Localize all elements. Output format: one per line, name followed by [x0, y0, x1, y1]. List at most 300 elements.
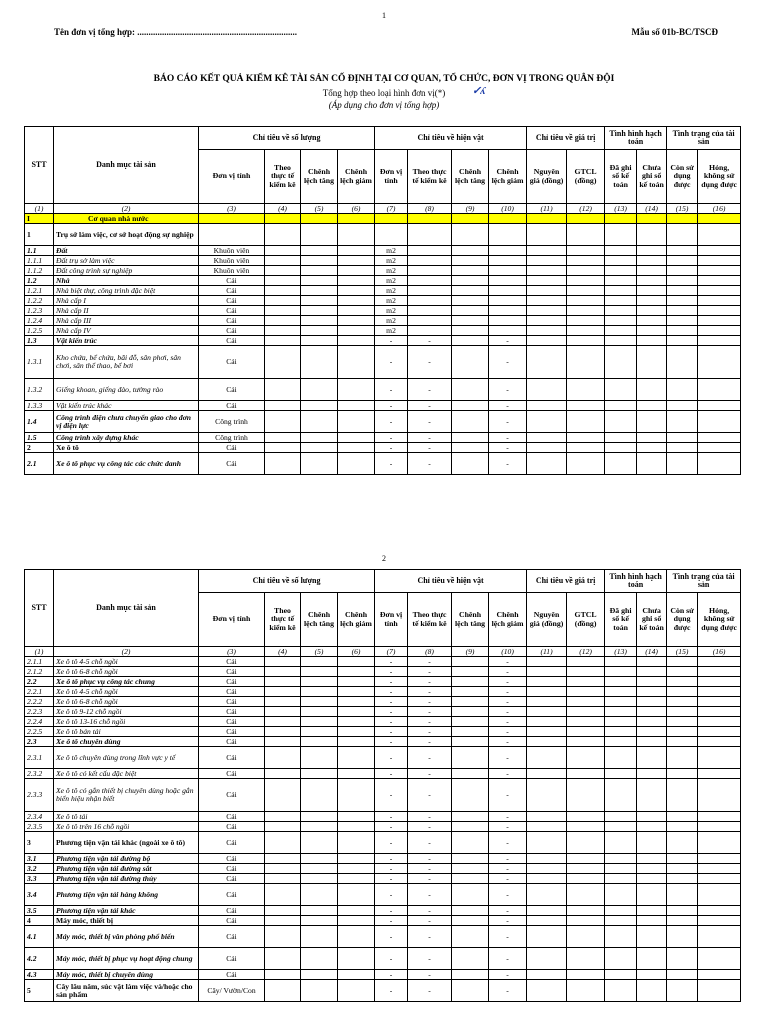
row-empty-cell — [338, 822, 375, 832]
row-empty-cell — [527, 926, 567, 948]
row-empty-cell — [265, 401, 301, 411]
row-asset-name: Xe ô tô — [54, 443, 199, 453]
row-stt: 3.3 — [25, 874, 54, 884]
row-unit: Cái — [199, 379, 265, 401]
row-empty-cell — [667, 948, 698, 970]
row-asset-name: Máy móc, thiết bị — [54, 916, 199, 926]
row-empty-cell — [265, 970, 301, 980]
row-empty-cell — [301, 326, 338, 336]
row-unit — [199, 214, 265, 224]
row-physical-unit: - — [375, 926, 408, 948]
row-empty-cell — [301, 266, 338, 276]
row-empty-cell — [667, 246, 698, 256]
report-note: (Áp dụng cho đơn vị tổng hợp) — [328, 100, 440, 110]
row-physical-unit: - — [375, 717, 408, 727]
row-physical-count — [408, 306, 452, 316]
row-empty-cell — [527, 411, 567, 433]
col-number: (12) — [567, 647, 605, 657]
row-asset-name: Xe ô tô tải — [54, 812, 199, 822]
row-unit: Cái — [199, 769, 265, 779]
row-empty-cell — [637, 697, 667, 707]
row-physical-diff-down: - — [489, 926, 527, 948]
row-physical-diff-down: - — [489, 687, 527, 697]
row-empty-cell — [338, 214, 375, 224]
row-empty-cell — [452, 906, 489, 916]
row-empty-cell — [605, 697, 637, 707]
row-asset-name: Đất trụ sở làm việc — [54, 256, 199, 266]
row-empty-cell — [527, 336, 567, 346]
row-empty-cell — [698, 832, 741, 854]
row-empty-cell — [527, 747, 567, 769]
row-empty-cell — [265, 687, 301, 697]
row-physical-count: - — [408, 779, 452, 812]
row-asset-name: Kho chứa, bể chứa, bãi đỗ, sân phơi, sân chơi, sân thể thao, bể bơi — [54, 346, 199, 379]
row-empty-cell — [301, 864, 338, 874]
row-stt: 1 — [25, 224, 54, 246]
row-empty-cell — [605, 276, 637, 286]
col-number: (1) — [25, 204, 54, 214]
row-empty-cell — [265, 812, 301, 822]
table-row — [25, 453, 741, 475]
report-title: BÁO CÁO KẾT QUẢ KIỂM KÊ TÀI SẢN CỐ ĐỊNH TẠI CƠ QUAN, TỔ CHỨC, ĐƠN VỊ TRONG QUÂN ĐỘI — [153, 74, 615, 84]
row-empty-cell — [338, 677, 375, 687]
row-stt: 2.2.3 — [25, 707, 54, 717]
row-physical-unit: m2 — [375, 326, 408, 336]
row-empty-cell — [605, 379, 637, 401]
row-empty-cell — [452, 286, 489, 296]
row-empty-cell — [605, 874, 637, 884]
row-empty-cell — [527, 286, 567, 296]
row-unit: Cái — [199, 346, 265, 379]
row-stt: 1.2.2 — [25, 296, 54, 306]
table-row — [25, 737, 741, 747]
row-empty-cell — [265, 948, 301, 970]
row-empty-cell — [338, 687, 375, 697]
col-number: (15) — [667, 647, 698, 657]
row-empty-cell — [338, 727, 375, 737]
row-physical-diff-down: - — [489, 677, 527, 687]
row-empty-cell — [452, 276, 489, 286]
row-empty-cell — [265, 707, 301, 717]
row-empty-cell — [338, 401, 375, 411]
row-empty-cell — [265, 747, 301, 769]
row-stt: 1.4 — [25, 411, 54, 433]
row-empty-cell — [338, 336, 375, 346]
row-empty-cell — [698, 411, 741, 433]
row-empty-cell — [605, 854, 637, 864]
row-empty-cell — [667, 296, 698, 306]
row-empty-cell — [605, 411, 637, 433]
row-empty-cell — [301, 316, 338, 326]
row-empty-cell — [667, 433, 698, 443]
row-physical-diff-down: - — [489, 379, 527, 401]
row-physical-diff-down: - — [489, 443, 527, 453]
row-empty-cell — [301, 926, 338, 948]
row-empty-cell — [567, 256, 605, 266]
row-empty-cell — [567, 316, 605, 326]
row-empty-cell — [301, 832, 338, 854]
row-empty-cell — [605, 687, 637, 697]
row-empty-cell — [265, 906, 301, 916]
row-empty-cell — [667, 316, 698, 326]
row-physical-count: - — [408, 970, 452, 980]
row-physical-diff-down — [489, 266, 527, 276]
table-row — [25, 916, 741, 926]
col-header-broken: Hỏng, không sử dụng được — [698, 150, 741, 204]
col-header-usable: Còn sử dụng được — [667, 593, 698, 647]
row-physical-count: - — [408, 379, 452, 401]
row-stt: 2.1.1 — [25, 657, 54, 667]
row-empty-cell — [452, 727, 489, 737]
table-row — [25, 727, 741, 737]
row-empty-cell — [637, 906, 667, 916]
row-empty-cell — [301, 707, 338, 717]
row-empty-cell — [338, 346, 375, 379]
row-unit: Cái — [199, 916, 265, 926]
row-empty-cell — [527, 224, 567, 246]
row-physical-diff-down: - — [489, 727, 527, 737]
row-physical-count: - — [408, 854, 452, 864]
row-empty-cell — [567, 832, 605, 854]
row-empty-cell — [338, 747, 375, 769]
group-header-value: Chỉ tiêu về giá trị — [527, 570, 605, 593]
row-stt: 3.2 — [25, 864, 54, 874]
row-empty-cell — [338, 246, 375, 256]
row-stt: 1.5 — [25, 433, 54, 443]
col-header-diff-up: Chênh lệch tăng — [301, 150, 338, 204]
row-empty-cell — [301, 874, 338, 884]
row-physical-unit: - — [375, 854, 408, 864]
row-empty-cell — [637, 832, 667, 854]
row-empty-cell — [605, 296, 637, 306]
row-empty-cell — [637, 286, 667, 296]
row-physical-count: - — [408, 401, 452, 411]
row-empty-cell — [567, 326, 605, 336]
col-header-unit: Đơn vị tính — [199, 593, 265, 647]
row-physical-count: - — [408, 832, 452, 854]
table-row — [25, 717, 741, 727]
row-physical-unit: - — [375, 657, 408, 667]
row-empty-cell — [567, 433, 605, 443]
row-empty-cell — [338, 970, 375, 980]
row-empty-cell — [567, 948, 605, 970]
row-empty-cell — [452, 677, 489, 687]
row-physical-count — [408, 246, 452, 256]
col-number: (3) — [199, 204, 265, 214]
row-empty-cell — [301, 296, 338, 306]
row-physical-diff-down: - — [489, 769, 527, 779]
col-number: (13) — [605, 204, 637, 214]
row-empty-cell — [452, 316, 489, 326]
row-empty-cell — [667, 812, 698, 822]
row-empty-cell — [452, 433, 489, 443]
row-empty-cell — [338, 832, 375, 854]
row-empty-cell — [698, 697, 741, 707]
row-physical-unit: - — [375, 822, 408, 832]
row-physical-diff-down: - — [489, 697, 527, 707]
row-empty-cell — [301, 657, 338, 667]
row-unit: Khuôn viên — [199, 266, 265, 276]
table-row — [25, 697, 741, 707]
row-empty-cell — [698, 667, 741, 677]
row-physical-count: - — [408, 864, 452, 874]
col-header-recorded: Đã ghi sổ kế toán — [605, 593, 637, 647]
row-empty-cell — [452, 916, 489, 926]
row-physical-diff-down: - — [489, 854, 527, 864]
row-empty-cell — [605, 256, 637, 266]
row-empty-cell — [452, 687, 489, 697]
row-empty-cell — [605, 970, 637, 980]
row-asset-name: Công trình điện chưa chuyển giao cho đơn vị điện lực — [54, 411, 199, 433]
row-empty-cell — [265, 453, 301, 475]
row-empty-cell — [301, 970, 338, 980]
row-physical-unit: - — [375, 433, 408, 443]
table-row — [25, 286, 741, 296]
row-empty-cell — [605, 224, 637, 246]
row-physical-unit: - — [375, 697, 408, 707]
table-row — [25, 326, 741, 336]
row-empty-cell — [667, 906, 698, 916]
row-physical-diff-down: - — [489, 812, 527, 822]
row-empty-cell — [338, 779, 375, 812]
row-empty-cell — [637, 336, 667, 346]
row-unit: Cái — [199, 926, 265, 948]
row-stt: 1.2.3 — [25, 306, 54, 316]
row-empty-cell — [637, 296, 667, 306]
row-empty-cell — [567, 379, 605, 401]
row-empty-cell — [667, 737, 698, 747]
row-empty-cell — [527, 779, 567, 812]
row-unit: Cái — [199, 854, 265, 864]
form-code: Mẫu số 01b-BC/TSCĐ — [631, 27, 718, 37]
row-empty-cell — [265, 346, 301, 379]
row-empty-cell — [567, 306, 605, 316]
row-empty-cell — [605, 336, 637, 346]
row-empty-cell — [698, 906, 741, 916]
row-empty-cell — [637, 443, 667, 453]
row-empty-cell — [698, 717, 741, 727]
row-empty-cell — [637, 433, 667, 443]
row-empty-cell — [637, 379, 667, 401]
col-number: (13) — [605, 647, 637, 657]
row-physical-unit: m2 — [375, 266, 408, 276]
row-empty-cell — [637, 864, 667, 874]
row-unit: Cái — [199, 737, 265, 747]
row-empty-cell — [452, 336, 489, 346]
row-empty-cell — [338, 812, 375, 822]
row-physical-count: - — [408, 707, 452, 717]
row-empty-cell — [637, 677, 667, 687]
row-empty-cell — [605, 864, 637, 874]
row-empty-cell — [452, 779, 489, 812]
row-stt: 4.3 — [25, 970, 54, 980]
col-number: (2) — [54, 647, 199, 657]
row-empty-cell — [567, 346, 605, 379]
row-empty-cell — [301, 246, 338, 256]
row-asset-name: Xe ô tô 13-16 chỗ ngồi — [54, 717, 199, 727]
row-empty-cell — [605, 316, 637, 326]
row-empty-cell — [527, 769, 567, 779]
row-empty-cell — [698, 916, 741, 926]
row-empty-cell — [698, 812, 741, 822]
col-number: (1) — [25, 647, 54, 657]
row-empty-cell — [567, 657, 605, 667]
row-asset-name: Phương tiện vận tải đường sắt — [54, 864, 199, 874]
row-physical-count — [408, 214, 452, 224]
col-number: (2) — [54, 204, 199, 214]
row-empty-cell — [265, 864, 301, 874]
row-asset-name: Phương tiện vận tải hàng không — [54, 884, 199, 906]
row-empty-cell — [567, 266, 605, 276]
row-unit: Cái — [199, 832, 265, 854]
row-asset-name: Giếng khoan, giếng đào, tường rào — [54, 379, 199, 401]
row-asset-name: Vật kiến trúc — [54, 336, 199, 346]
row-empty-cell — [452, 747, 489, 769]
row-asset-name: Đất — [54, 246, 199, 256]
col-number: (11) — [527, 647, 567, 657]
row-empty-cell — [637, 980, 667, 1002]
row-empty-cell — [567, 697, 605, 707]
row-physical-count: - — [408, 346, 452, 379]
row-unit: Cái — [199, 717, 265, 727]
row-empty-cell — [698, 822, 741, 832]
row-empty-cell — [637, 948, 667, 970]
row-physical-count: - — [408, 336, 452, 346]
row-empty-cell — [452, 832, 489, 854]
row-empty-cell — [667, 411, 698, 433]
row-empty-cell — [567, 677, 605, 687]
row-empty-cell — [667, 256, 698, 266]
row-empty-cell — [452, 401, 489, 411]
row-empty-cell — [698, 926, 741, 948]
row-empty-cell — [698, 854, 741, 864]
row-empty-cell — [567, 727, 605, 737]
row-physical-count — [408, 326, 452, 336]
col-header-recorded: Đã ghi sổ kế toán — [605, 150, 637, 204]
row-empty-cell — [637, 926, 667, 948]
row-asset-name: Xe ô tô chuyên dùng — [54, 737, 199, 747]
row-physical-unit: - — [375, 970, 408, 980]
table-row — [25, 256, 741, 266]
row-physical-count — [408, 256, 452, 266]
row-empty-cell — [567, 864, 605, 874]
table-row — [25, 224, 741, 246]
row-empty-cell — [698, 980, 741, 1002]
row-empty-cell — [265, 926, 301, 948]
row-unit: Cái — [199, 286, 265, 296]
col-header-category: Danh mục tài sản — [54, 127, 199, 204]
row-empty-cell — [698, 276, 741, 286]
row-empty-cell — [698, 864, 741, 874]
row-physical-unit: - — [375, 687, 408, 697]
row-empty-cell — [667, 822, 698, 832]
row-empty-cell — [605, 214, 637, 224]
col-number: (9) — [452, 204, 489, 214]
row-empty-cell — [265, 266, 301, 276]
row-empty-cell — [527, 916, 567, 926]
row-empty-cell — [301, 779, 338, 812]
row-empty-cell — [605, 707, 637, 717]
col-header-diff-down2: Chênh lệch giảm — [489, 593, 527, 647]
row-empty-cell — [527, 379, 567, 401]
row-empty-cell — [637, 916, 667, 926]
table-row — [25, 379, 741, 401]
row-asset-name: Nhà — [54, 276, 199, 286]
row-empty-cell — [667, 326, 698, 336]
row-empty-cell — [667, 677, 698, 687]
row-empty-cell — [698, 246, 741, 256]
row-empty-cell — [301, 769, 338, 779]
col-number: (7) — [375, 647, 408, 657]
row-physical-unit — [375, 214, 408, 224]
group-header-physical: Chỉ tiêu về hiện vật — [375, 127, 527, 150]
row-empty-cell — [265, 286, 301, 296]
row-empty-cell — [338, 326, 375, 336]
row-empty-cell — [667, 697, 698, 707]
col-number: (10) — [489, 647, 527, 657]
row-empty-cell — [452, 306, 489, 316]
row-physical-unit: - — [375, 401, 408, 411]
row-physical-unit: - — [375, 948, 408, 970]
row-stt: 2.3.3 — [25, 779, 54, 812]
row-stt: 3.4 — [25, 884, 54, 906]
col-number: (9) — [452, 647, 489, 657]
row-empty-cell — [452, 214, 489, 224]
row-empty-cell — [527, 677, 567, 687]
row-physical-diff-down: - — [489, 667, 527, 677]
row-physical-unit: - — [375, 677, 408, 687]
row-physical-unit: - — [375, 884, 408, 906]
row-empty-cell — [637, 306, 667, 316]
row-empty-cell — [527, 970, 567, 980]
row-empty-cell — [637, 687, 667, 697]
row-empty-cell — [301, 256, 338, 266]
row-empty-cell — [637, 874, 667, 884]
row-empty-cell — [338, 737, 375, 747]
table-row — [25, 832, 741, 854]
row-empty-cell — [301, 306, 338, 316]
row-physical-unit: - — [375, 707, 408, 717]
row-unit: Cái — [199, 747, 265, 769]
table-row — [25, 336, 741, 346]
row-physical-diff-down: - — [489, 717, 527, 727]
row-empty-cell — [265, 667, 301, 677]
row-empty-cell — [527, 864, 567, 874]
col-number: (3) — [199, 647, 265, 657]
row-empty-cell — [605, 667, 637, 677]
row-empty-cell — [667, 916, 698, 926]
row-empty-cell — [338, 980, 375, 1002]
row-empty-cell — [527, 326, 567, 336]
col-header-diff-up: Chênh lệch tăng — [301, 593, 338, 647]
row-empty-cell — [667, 727, 698, 737]
row-empty-cell — [301, 401, 338, 411]
row-empty-cell — [637, 727, 667, 737]
row-empty-cell — [605, 346, 637, 379]
row-empty-cell — [605, 401, 637, 411]
row-empty-cell — [338, 316, 375, 326]
row-empty-cell — [265, 336, 301, 346]
row-physical-diff-down — [489, 316, 527, 326]
table-row — [25, 443, 741, 453]
row-physical-unit: - — [375, 737, 408, 747]
row-physical-count: - — [408, 697, 452, 707]
row-empty-cell — [527, 316, 567, 326]
row-physical-unit: - — [375, 443, 408, 453]
col-header-orig-price: Nguyên giá (đồng) — [527, 593, 567, 647]
row-empty-cell — [637, 316, 667, 326]
row-empty-cell — [265, 296, 301, 306]
